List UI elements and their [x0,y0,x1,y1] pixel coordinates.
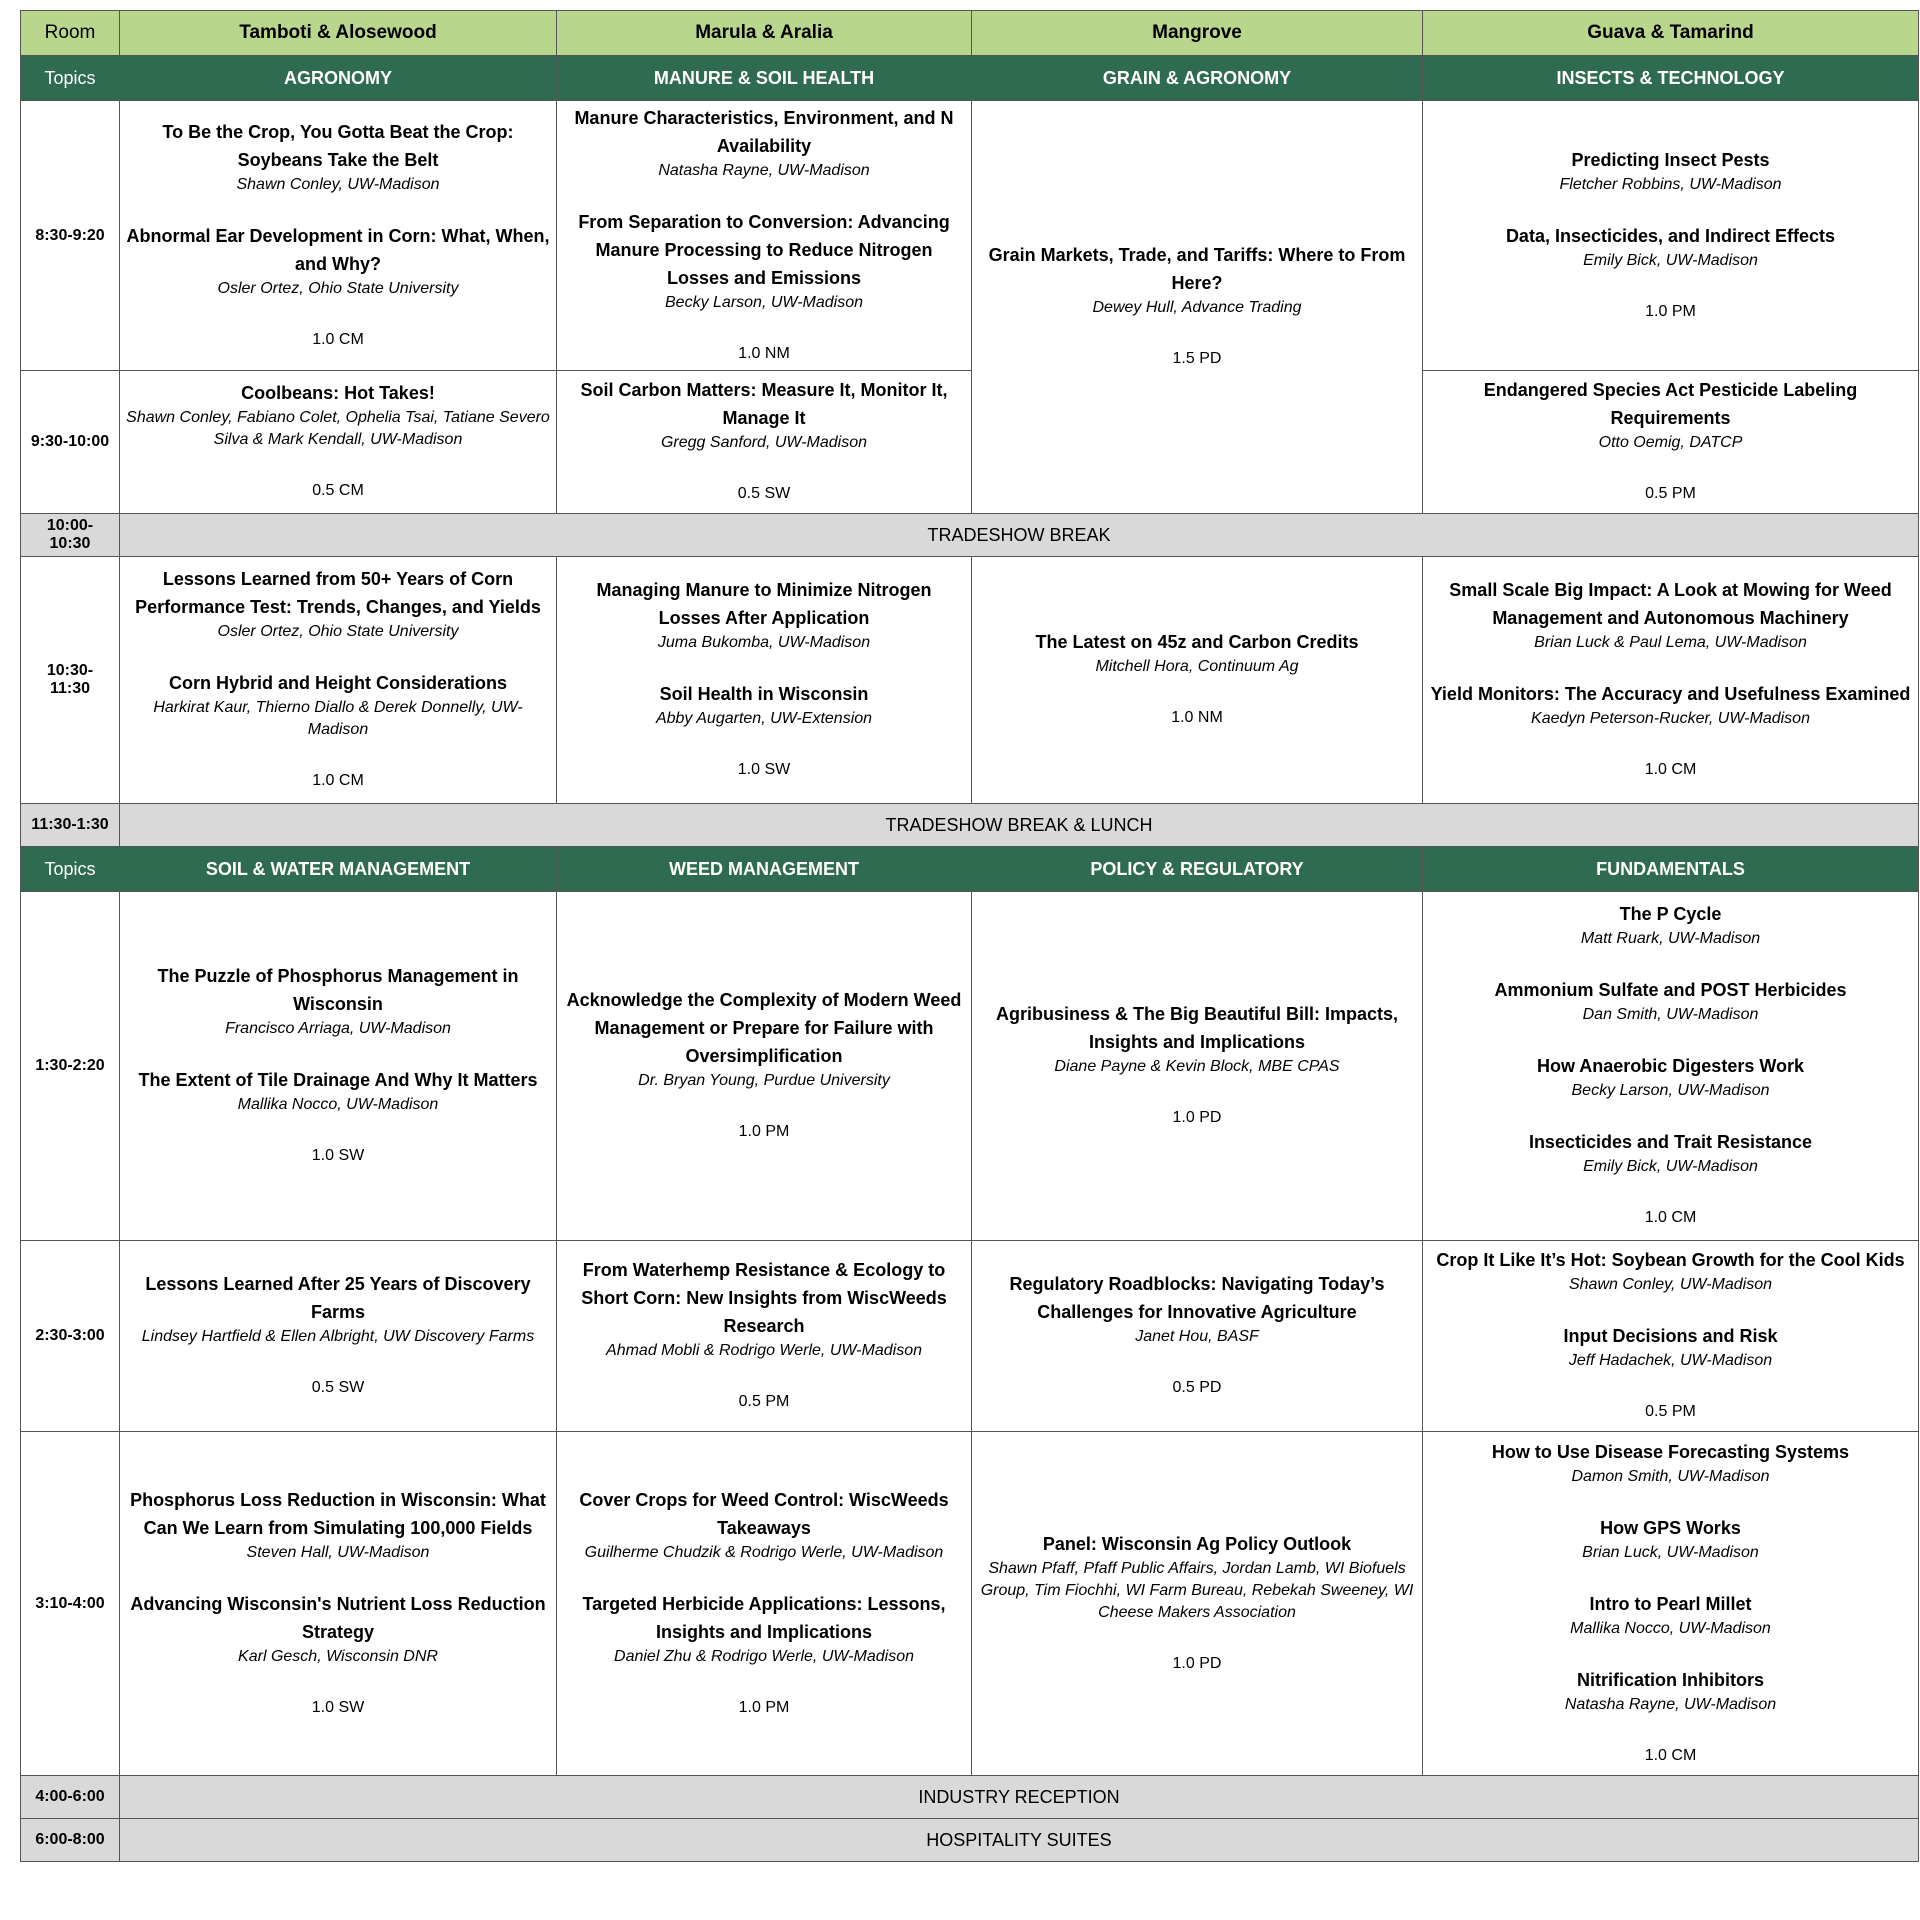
talk-speaker: Damon Smith, UW-Madison [1571,1467,1770,1485]
slot-row [21,557,1919,804]
credit-label: 1.0 NM [738,344,790,362]
talk-title: Targeted Herbicide Applications: Lessons, Insights and Implications [582,1593,946,1642]
credit-label: 0.5 PM [1645,1403,1696,1420]
session-cell [120,371,557,514]
talk-speaker: Dewey Hull, Advance Trading [1092,299,1302,316]
talk-title: From Waterhemp Resistance & Ecology to Short Corn: New Insights from WiscWeeds Research [581,1260,947,1336]
talk [1429,1322,1912,1372]
talk-title: Ammonium Sulfate and POST Herbicides [1494,980,1847,1000]
credit-label: 1.5 PD [1172,350,1222,367]
session-cell [1423,371,1919,514]
talk-title: Predicting Insect Pests [1571,149,1770,170]
talk-title: Soil Carbon Matters: Measure It, Monitor It, Manage It [580,380,948,428]
topic-name: POLICY & REGULATORY [972,847,1423,892]
talk [978,1000,1416,1078]
credit-label: 1.0 NM [1171,709,1223,726]
credit-label: 1.0 PD [1172,1109,1222,1126]
talk [1429,1438,1912,1488]
talk [126,222,550,300]
talk-title: Insecticides and Trait Resistance [1528,1132,1813,1152]
talk-speaker: Karl Gesch, Wisconsin DNR [238,1647,438,1665]
break-label: INDUSTRY RECEPTION [120,1776,1919,1819]
talk [126,1486,550,1564]
talk-title: Endangered Species Act Pesticide Labeling Requirements [1483,380,1858,428]
talk-title: Data, Insecticides, and Indirect Effects [1505,225,1836,246]
credit-label: 1.0 PM [1645,302,1696,320]
talk [1429,680,1912,730]
talk-title: Regulatory Roadblocks: Navigating Today’s Challenges for Innovative Agriculture [1009,1274,1385,1322]
credit-label: 1.0 SW [311,1147,365,1164]
talk-speaker: Jeff Hadachek, UW-Madison [1568,1352,1773,1369]
credit-label: 1.0 CM [312,772,364,789]
talk [126,379,550,451]
talk-speaker: Shawn Pfaff, Pfaff Public Affairs, Jordan Lamb, WI Biofuels Group, Tim Fiochhi, WI Farm Bureau, Rebekah Sweeney, WI Cheese Makers Association [980,1559,1414,1621]
credit-label: 0.5 PM [1645,485,1696,502]
talk-title: How GPS Works [1600,1517,1741,1538]
talk [126,1270,550,1348]
room-label: Room [21,11,120,56]
break-label: TRADESHOW BREAK & LUNCH [120,804,1919,847]
room-name: Guava & Tamarind [1423,11,1919,56]
talk-title: Panel: Wisconsin Ag Policy Outlook [1042,1533,1352,1554]
credit-label: 0.5 SW [737,485,791,502]
topic-name: SOIL & WATER MANAGEMENT [120,847,557,892]
time-label: 2:30-3:00 [21,1241,120,1432]
session-cell [557,371,972,514]
topics-row-morning [21,56,1919,101]
talk [126,962,550,1040]
talk [1429,976,1912,1026]
topic-name: FUNDAMENTALS [1423,847,1919,892]
credit-label: 1.0 SW [311,1698,365,1716]
session-cell [120,892,557,1241]
talk-speaker: Otto Oemig, DATCP [1598,434,1743,451]
talk-title: Input Decisions and Risk [1563,1326,1778,1346]
time-label: 4:00-6:00 [21,1776,120,1819]
slot-row [21,101,1919,371]
talk-speaker: Natasha Rayne, UW-Madison [658,161,870,179]
session-cell [1423,557,1919,804]
talk [126,1590,550,1668]
talk [1429,1514,1912,1564]
talk [563,376,965,454]
session-cell [120,1432,557,1776]
talk-speaker: Diane Payne & Kevin Block, MBE CPAS [1054,1058,1340,1075]
talk-title: The Extent of Tile Drainage And Why It Matters [138,1070,538,1090]
talk [1429,376,1912,454]
talk-speaker: Juma Bukomba, UW-Madison [657,634,871,651]
talk [126,669,550,741]
talk [1429,576,1912,654]
talk-speaker: Dan Smith, UW-Madison [1582,1006,1759,1023]
talk-title: Small Scale Big Impact: A Look at Mowing for Weed Management and Autonomous Machinery [1449,580,1892,628]
session-cell [972,101,1423,514]
talk [1429,1128,1912,1178]
talk-speaker: Janet Hou, BASF [1135,1328,1259,1345]
talk-speaker: Mitchell Hora, Continuum Ag [1095,658,1299,675]
talk [563,1256,965,1362]
slot-row [21,1432,1919,1776]
talk-speaker: Shawn Conley, Fabiano Colet, Ophelia Tsai, Tatiane Severo Silva & Mark Kendall, UW-Madison [126,409,550,448]
talk-speaker: Becky Larson, UW-Madison [1571,1082,1770,1099]
talk [563,576,965,654]
talk [563,680,965,730]
talk-title: Lessons Learned After 25 Years of Discovery Farms [145,1274,531,1322]
session-cell [1423,1241,1919,1432]
talk-title: Phosphorus Loss Reduction in Wisconsin: What Can We Learn from Simulating 100,000 Fields [130,1489,546,1538]
talk [978,241,1416,319]
break-row [21,1819,1919,1862]
talk-title: Coolbeans: Hot Takes! [241,383,435,403]
talk [978,1530,1416,1624]
slot-row [21,892,1919,1241]
talk [126,565,550,643]
talk-title: Agribusiness & The Big Beautiful Bill: Impacts, Insights and Implications [995,1004,1399,1052]
room-name: Tamboti & Alosewood [120,11,557,56]
talk [978,628,1416,678]
talk-title: The P Cycle [1619,904,1722,924]
talk [563,1590,965,1668]
talk [563,1486,965,1564]
talk-speaker: Mallika Nocco, UW-Madison [237,1096,439,1113]
session-cell [972,1432,1423,1776]
time-label: 3:10-4:00 [21,1432,120,1776]
talk-speaker: Dr. Bryan Young, Purdue University [638,1072,890,1089]
talk-speaker: Kaedyn Peterson-Rucker, UW-Madison [1531,710,1810,727]
talk-speaker: Fletcher Robbins, UW-Madison [1559,175,1782,193]
session-cell [557,557,972,804]
session-cell [972,892,1423,1241]
credit-label: 1.0 PM [738,1123,790,1140]
room-name: Marula & Aralia [557,11,972,56]
topic-name: AGRONOMY [120,56,557,101]
time-label: 1:30-2:20 [21,892,120,1241]
credit-label: 1.0 CM [1644,1209,1697,1226]
talk-speaker: Shawn Conley, UW-Madison [1568,1276,1773,1293]
talk [1429,1590,1912,1640]
talk-speaker: Brian Luck & Paul Lema, UW-Madison [1534,634,1807,651]
time-label: 10:00-10:30 [21,514,120,557]
talk-title: How to Use Disease Forecasting Systems [1491,1441,1850,1462]
session-cell [557,101,972,371]
credit-label: 1.0 SW [737,761,791,778]
break-row [21,514,1919,557]
talk-speaker: Abby Augarten, UW-Extension [655,710,873,727]
talk-speaker: Guilherme Chudzik & Rodrigo Werle, UW-Madison [584,1543,944,1561]
credit-label: 0.5 PM [738,1393,790,1410]
talk-title: Acknowledge the Complexity of Modern Weed Management or Prepare for Failure with Oversimplification [566,990,962,1066]
talk [126,118,550,196]
talk-speaker: Harkirat Kaur, Thierno Diallo & Derek Donnelly, UW-Madison [153,699,523,738]
credit-label: 1.0 CM [1644,761,1697,778]
session-cell [557,1432,972,1776]
time-label: 9:30-10:00 [21,371,120,514]
talk-speaker: Mallika Nocco, UW-Madison [1570,1619,1771,1637]
topics-label: Topics [21,56,120,101]
talk-speaker: Emily Bick, UW-Madison [1583,251,1758,269]
topic-name: WEED MANAGEMENT [557,847,972,892]
talk-title: Managing Manure to Minimize Nitrogen Losses After Application [596,580,932,628]
session-cell [557,892,972,1241]
talk [1429,1246,1912,1296]
topic-name: GRAIN & AGRONOMY [972,56,1423,101]
talk-speaker: Osler Ortez, Ohio State University [217,623,459,640]
session-cell [120,557,557,804]
credit-label: 1.0 PD [1172,1654,1222,1672]
session-cell [557,1241,972,1432]
talk [1429,900,1912,950]
talk [563,208,965,314]
topic-name: INSECTS & TECHNOLOGY [1423,56,1919,101]
talk-title: Cover Crops for Weed Control: WiscWeeds Takeaways [579,1489,949,1538]
credit-label: 1.0 PM [738,1698,790,1716]
credit-label: 0.5 CM [312,482,364,499]
credit-label: 0.5 PD [1172,1379,1222,1396]
talk-speaker: Daniel Zhu & Rodrigo Werle, UW-Madison [614,1647,914,1665]
slot-row [21,371,1919,514]
slot-row [21,1241,1919,1432]
talk [1429,1052,1912,1102]
talk [563,104,965,182]
session-cell [120,101,557,371]
talk-title: How Anaerobic Digesters Work [1536,1056,1805,1076]
talk-speaker: Osler Ortez, Ohio State University [217,279,459,297]
topics-row-afternoon [21,847,1919,892]
session-cell [972,557,1423,804]
talk-title: Manure Characteristics, Environment, and N Availability [574,107,954,156]
talk-title: The Puzzle of Phosphorus Management in Wisconsin [157,966,519,1014]
talk-title: Advancing Wisconsin's Nutrient Loss Reduction Strategy [130,1593,546,1642]
talk [1429,222,1912,272]
talk-title: Yield Monitors: The Accuracy and Usefulness Examined [1430,684,1911,704]
session-cell [1423,892,1919,1241]
talk [1429,146,1912,196]
talk-title: The Latest on 45z and Carbon Credits [1035,632,1359,652]
time-label: 10:30-11:30 [21,557,120,804]
talk-speaker: Lindsey Hartfield & Ellen Albright, UW Discovery Farms [141,1328,535,1345]
topic-name: MANURE & SOIL HEALTH [557,56,972,101]
talk [126,1066,550,1116]
talk-title: From Separation to Conversion: Advancing Manure Processing to Reduce Nitrogen Losses and Emissions [578,211,950,288]
time-label: 6:00-8:00 [21,1819,120,1862]
time-label: 11:30-1:30 [21,804,120,847]
talk-title: Lessons Learned from 50+ Years of Corn Performance Test: Trends, Changes, and Yields [135,569,541,617]
talk [978,1270,1416,1348]
break-row [21,1776,1919,1819]
topics-label: Topics [21,847,120,892]
talk-title: Abnormal Ear Development in Corn: What, When, and Why? [126,225,550,274]
talk-speaker: Brian Luck, UW-Madison [1582,1543,1759,1561]
talk-speaker: Shawn Conley, UW-Madison [236,175,440,193]
talk-title: Crop It Like It’s Hot: Soybean Growth for the Cool Kids [1436,1250,1905,1270]
session-cell [120,1241,557,1432]
talk-speaker: Natasha Rayne, UW-Madison [1564,1695,1777,1713]
talk-title: Intro to Pearl Millet [1589,1593,1752,1614]
talk-speaker: Becky Larson, UW-Madison [665,293,863,311]
talk-speaker: Matt Ruark, UW-Madison [1580,930,1761,947]
schedule-table [20,10,1919,1862]
talk-title: Soil Health in Wisconsin [659,684,869,704]
room-header-row [21,11,1919,56]
talk [563,986,965,1092]
session-cell [1423,101,1919,371]
break-row [21,804,1919,847]
talk-title: Nitrification Inhibitors [1577,1669,1764,1690]
credit-label: 1.0 CM [312,330,364,348]
talk-title: To Be the Crop, You Gotta Beat the Crop: Soybeans Take the Belt [162,121,514,170]
time-label: 8:30-9:20 [21,101,120,371]
talk-speaker: Ahmad Mobli & Rodrigo Werle, UW-Madison [606,1342,922,1359]
room-name: Mangrove [972,11,1423,56]
credit-label: 0.5 SW [311,1379,365,1396]
break-label: TRADESHOW BREAK [120,514,1919,557]
talk [1429,1666,1912,1716]
break-label: HOSPITALITY SUITES [120,1819,1919,1862]
talk-speaker: Emily Bick, UW-Madison [1583,1158,1758,1175]
talk-speaker: Steven Hall, UW-Madison [246,1543,430,1561]
session-cell [1423,1432,1919,1776]
talk-title: Grain Markets, Trade, and Tariffs: Where to From Here? [988,245,1406,293]
credit-label: 1.0 CM [1644,1746,1697,1764]
talk-speaker: Gregg Sanford, UW-Madison [660,434,867,451]
talk-title: Corn Hybrid and Height Considerations [168,673,508,693]
talk-speaker: Francisco Arriaga, UW-Madison [225,1020,451,1037]
session-cell [972,1241,1423,1432]
